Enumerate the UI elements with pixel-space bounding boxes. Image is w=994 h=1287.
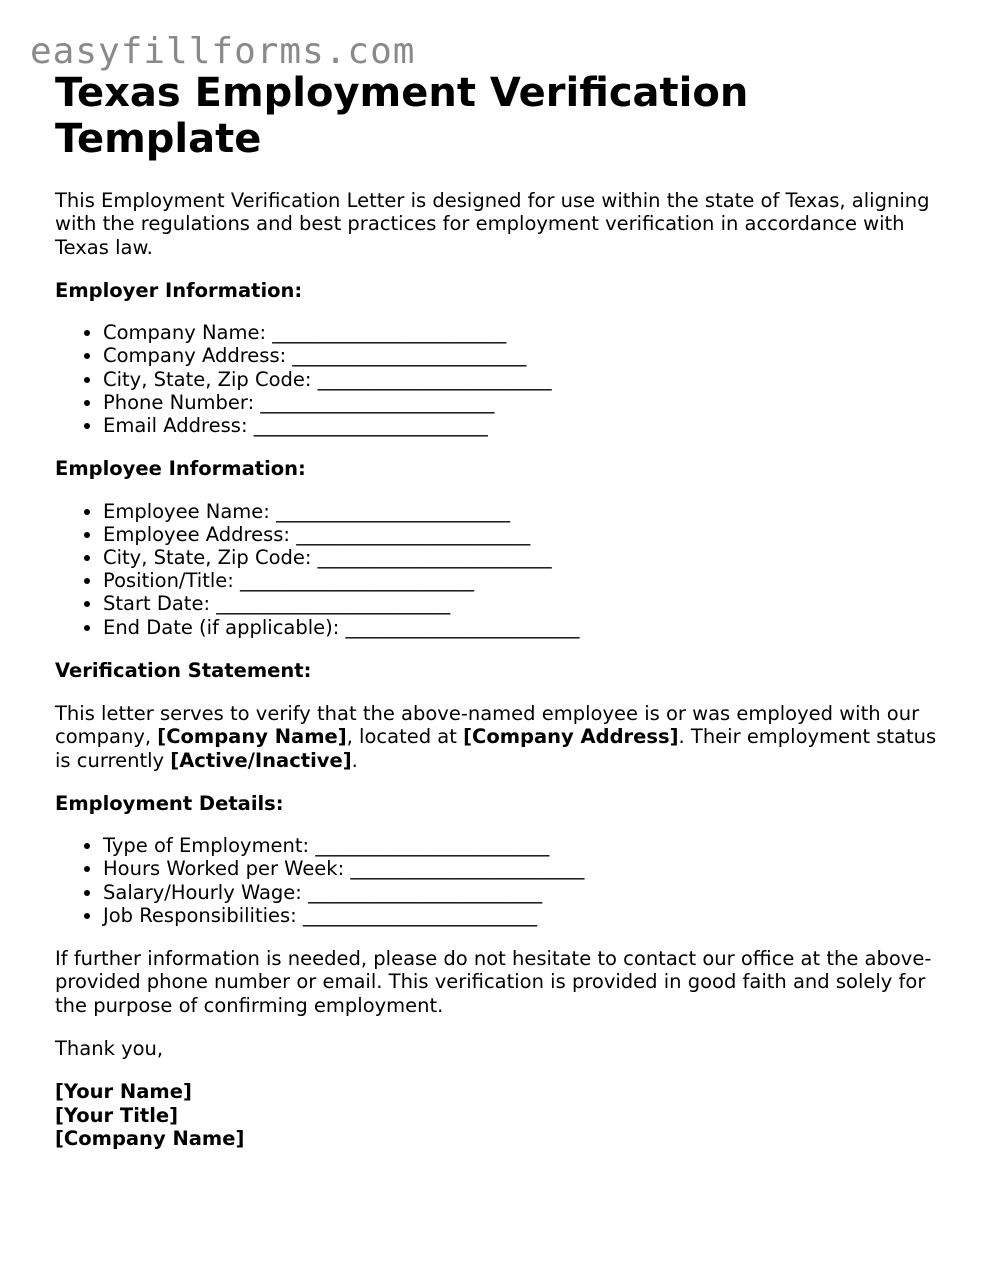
employee-start-date-field: • Start Date: ________________________ (103, 592, 945, 615)
employee-address-field: • Employee Address: ________________________ (103, 523, 945, 546)
employer-company-address-field: • Company Address: ________________________ (103, 344, 945, 367)
verification-text-1: This letter serves to verify that the above-named employee is or was employed with our company, (55, 702, 920, 749)
salary-wage-field: • Salary/Hourly Wage: ________________________ (103, 881, 945, 904)
intro-paragraph: This Employment Verification Letter is designed for use within the state of Texas, aligning with the regulations and best practices for employment verification in accordance with Texas law. (55, 189, 930, 259)
employee-info-list (55, 500, 945, 639)
employee-city-state-zip-field: • City, State, Zip Code: ________________________ (103, 546, 945, 569)
signature-company: [Company Name] (55, 1126, 245, 1150)
employer-company-name-field: • Company Name: ________________________ (103, 321, 945, 344)
verification-text-2: , located at (346, 725, 464, 749)
verification-company-name: [Company Name] (157, 725, 347, 749)
page-title: Texas Employment Verification Template (55, 70, 749, 162)
signature-name: [Your Name] (55, 1080, 192, 1104)
employer-info-heading: Employer Information: (55, 278, 303, 302)
thanks-line: Thank you, (55, 1036, 164, 1060)
job-responsibilities-field: • Job Responsibilities: ________________________ (103, 904, 945, 927)
closing-paragraph: If further information is needed, please do not hesitate to contact our office at the above-provided phone number or email. This verification is provided in good faith and solely for the purpose of confirming employment. (55, 947, 932, 1017)
employee-position-field: • Position/Title: ________________________ (103, 569, 945, 592)
verification-paragraph (55, 702, 945, 772)
signature-block (55, 1080, 945, 1150)
document-body (55, 70, 945, 1150)
employer-phone-field: • Phone Number: ________________________ (103, 391, 945, 414)
signature-title: [Your Title] (55, 1103, 179, 1127)
employment-details-list (55, 834, 945, 927)
employer-info-list (55, 321, 945, 437)
verification-text-3: . Their employment status is currently (55, 725, 937, 772)
employer-city-state-zip-field: • City, State, Zip Code: ________________________ (103, 368, 945, 391)
employee-name-field: • Employee Name: ________________________ (103, 500, 945, 523)
verification-heading: Verification Statement: (55, 658, 312, 682)
employment-details-heading: Employment Details: (55, 791, 284, 815)
employment-type-field: • Type of Employment: ________________________ (103, 834, 945, 857)
hours-per-week-field: • Hours Worked per Week: ________________________ (103, 857, 945, 880)
verification-status: [Active/Inactive] (170, 748, 352, 772)
verification-company-address: [Company Address] (463, 725, 679, 749)
employee-info-heading: Employee Information: (55, 457, 306, 481)
employer-email-field: • Email Address: ________________________ (103, 414, 945, 437)
employee-end-date-field: • End Date (if applicable): ________________________ (103, 616, 945, 639)
watermark: easyfillforms.com (30, 31, 416, 72)
verification-text-4: . (351, 748, 358, 772)
